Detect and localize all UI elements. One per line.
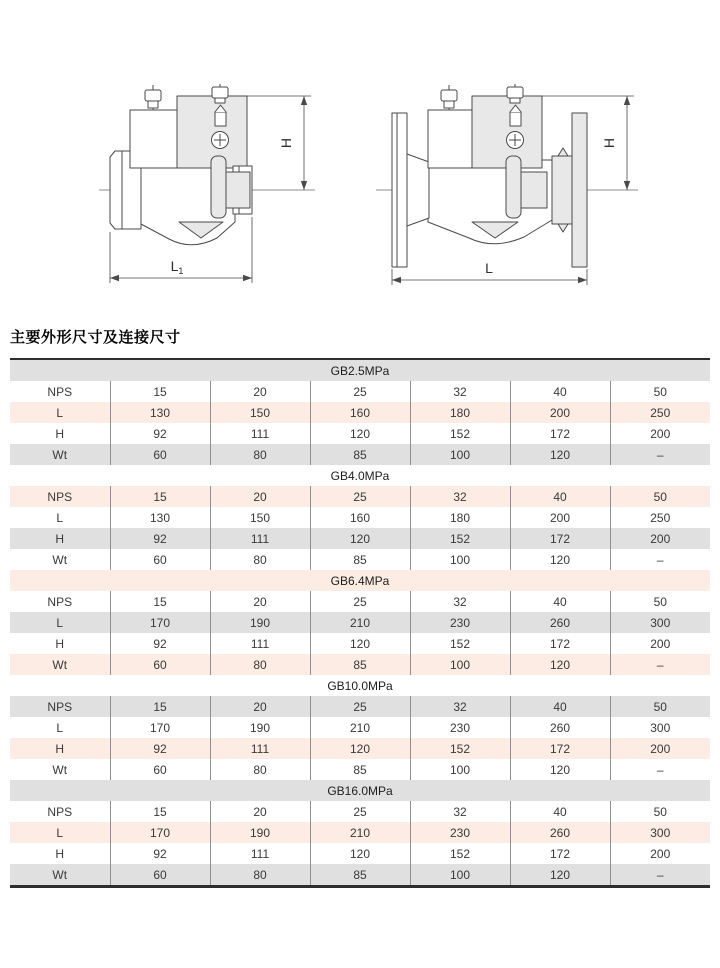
flange-right [572,113,587,267]
table-row [10,654,710,675]
table-cell: 210 [310,822,410,843]
table-cell: 152 [410,528,510,549]
table-cell: 15 [110,696,210,717]
table-cell: 200 [650,636,671,651]
table-cell: 40 [510,801,610,822]
table-cell: 50 [653,699,667,714]
table-cell: 20 [210,591,310,612]
table-cell: 111 [210,528,310,549]
section-header-row [10,780,710,801]
table-cell: 200 [510,402,610,423]
section-header-row [10,359,710,381]
table-row [10,444,710,465]
row-label: NPS [10,486,110,507]
valve-disc [506,156,521,218]
table-row [10,759,710,780]
table-cell: 260 [510,612,610,633]
valve-piston [521,172,547,208]
table-cell: 40 [510,591,610,612]
table-cell: 300 [650,825,671,840]
table-cell: 40 [510,486,610,507]
table-cell: 85 [310,864,410,887]
table-row [10,402,710,423]
table-cell: 20 [210,486,310,507]
table-cell: 260 [510,822,610,843]
table-cell: 111 [210,633,310,654]
table-row [10,486,710,507]
table-cell: 172 [510,423,610,444]
table-cell: 20 [210,696,310,717]
table-cell: 32 [410,696,510,717]
valve-drawing-flanged [372,80,672,295]
section-header: GB2.5MPa [330,363,390,378]
table-cell: 92 [110,423,210,444]
section-header: GB10.0MPa [327,678,393,693]
table-cell: 250 [650,405,671,420]
table-row [10,717,710,738]
table-cell: 100 [410,444,510,465]
row-label: L [10,612,110,633]
table-cell: – [656,552,664,567]
table-cell: 120 [510,654,610,675]
row-label: Wt [10,864,110,887]
table-cell: 80 [210,864,310,887]
dimensions-table [10,358,710,888]
table-cell: – [656,867,664,882]
table-cell: 230 [410,717,510,738]
table-cell: 120 [310,528,410,549]
table-cell: 85 [310,654,410,675]
table-cell: 80 [210,759,310,780]
table-cell: 111 [210,423,310,444]
row-label: L [10,717,110,738]
row-label: Wt [10,549,110,570]
table-cell: 32 [410,591,510,612]
section-header-row [10,675,710,696]
table-cell: 80 [210,444,310,465]
table-cell: 190 [210,717,310,738]
row-label: L [10,402,110,423]
table-cell: 60 [110,759,210,780]
table-cell: 80 [210,549,310,570]
table-cell: 40 [510,696,610,717]
table-cell: 15 [110,591,210,612]
valve-piston [226,172,250,208]
row-label: H [10,738,110,759]
dim-label-l: L [485,260,493,276]
stem [510,112,521,126]
table-cell: 130 [110,402,210,423]
table-row [10,528,710,549]
row-label: Wt [10,654,110,675]
table-cell: 152 [410,843,510,864]
table-cell: 92 [110,843,210,864]
table-cell: 190 [210,822,310,843]
table-cell: 15 [110,486,210,507]
table-cell: 85 [310,549,410,570]
table-cell: 230 [410,612,510,633]
table-cell: 111 [210,843,310,864]
table-row [10,381,710,402]
table-cell: 190 [210,612,310,633]
table-cell: 120 [310,633,410,654]
table-row [10,738,710,759]
table-cell: 120 [510,759,610,780]
row-label: NPS [10,696,110,717]
table-row [10,864,710,887]
table-row [10,549,710,570]
table-cell: 25 [310,801,410,822]
table-cell: 100 [410,759,510,780]
table-cell: 120 [510,549,610,570]
table-cell: 32 [410,486,510,507]
table-cell: 40 [510,381,610,402]
table-cell: 120 [510,444,610,465]
page-title: 主要外形尺寸及连接尺寸 [10,329,181,346]
table-cell: 172 [510,738,610,759]
table-row [10,801,710,822]
row-label: H [10,633,110,654]
row-label: L [10,507,110,528]
dim-label-l1: $L_1$ [170,258,184,276]
bonnet [130,110,177,168]
table-cell: 150 [210,507,310,528]
table-cell: 150 [210,402,310,423]
row-label: NPS [10,801,110,822]
table-cell: 111 [210,738,310,759]
table-cell: 170 [110,717,210,738]
section-header-row [10,465,710,486]
table-cell: 25 [310,381,410,402]
table-row [10,591,710,612]
table-cell: 152 [410,633,510,654]
table-cell: 100 [410,549,510,570]
table-cell: 25 [310,696,410,717]
table-cell: 200 [650,846,671,861]
valve-drawing-socket-weld [95,80,335,295]
table-cell: 300 [650,615,671,630]
table-cell: – [656,447,664,462]
table-cell: 50 [653,594,667,609]
row-label: Wt [10,444,110,465]
flange-left [392,113,407,267]
section-header: GB6.4MPa [330,573,390,588]
table-cell: 25 [310,486,410,507]
table-cell: 60 [110,549,210,570]
table-row [10,696,710,717]
table-row [10,423,710,444]
bonnet [428,110,472,168]
dim-label-h-right: H [601,137,617,149]
table-cell: 172 [510,633,610,654]
table-cell: 200 [650,531,671,546]
row-label: H [10,423,110,444]
table-cell: 152 [410,738,510,759]
table-cell: 210 [310,612,410,633]
row-label: H [10,528,110,549]
table-cell: 120 [310,738,410,759]
table-row [10,822,710,843]
table-cell: 180 [410,507,510,528]
table-cell: 50 [653,489,667,504]
table-row [10,507,710,528]
dimensions-table-body [10,359,710,887]
table-cell: 25 [310,591,410,612]
table-cell: 85 [310,444,410,465]
table-cell: 210 [310,717,410,738]
table-cell: 200 [650,741,671,756]
bonnet-section [472,96,542,168]
table-row [10,843,710,864]
section-header-row [10,570,710,591]
table-cell: 100 [410,864,510,887]
table-cell: 200 [510,507,610,528]
table-cell: 170 [110,612,210,633]
table-row [10,633,710,654]
table-cell: 100 [410,654,510,675]
table-row [10,612,710,633]
table-cell: 160 [310,507,410,528]
table-cell: 32 [410,381,510,402]
table-cell: 20 [210,801,310,822]
stem [215,112,226,126]
table-cell: 172 [510,528,610,549]
table-cell: – [656,762,664,777]
table-cell: 85 [310,759,410,780]
table-cell: – [656,657,664,672]
table-cell: 130 [110,507,210,528]
table-cell: 250 [650,510,671,525]
table-cell: 32 [410,801,510,822]
table-cell: 60 [110,864,210,887]
row-label: L [10,822,110,843]
table-cell: 260 [510,717,610,738]
table-cell: 15 [110,801,210,822]
section-header: GB16.0MPa [327,783,393,798]
bonnet-section [177,96,247,168]
table-cell: 230 [410,822,510,843]
row-label: NPS [10,381,110,402]
table-cell: 92 [110,633,210,654]
row-label: Wt [10,759,110,780]
table-cell: 160 [310,402,410,423]
table-cell: 50 [653,804,667,819]
table-cell: 120 [510,864,610,887]
table-cell: 180 [410,402,510,423]
table-cell: 60 [110,444,210,465]
table-cell: 172 [510,843,610,864]
valve-disc [211,156,226,218]
table-cell: 60 [110,654,210,675]
row-label: NPS [10,591,110,612]
table-cell: 50 [653,384,667,399]
table-cell: 200 [650,426,671,441]
row-label: H [10,843,110,864]
table-cell: 120 [310,843,410,864]
section-header: GB4.0MPa [330,468,390,483]
table-cell: 15 [110,381,210,402]
table-cell: 20 [210,381,310,402]
table-cell: 170 [110,822,210,843]
dim-label-h-left: H [278,137,294,149]
table-cell: 92 [110,738,210,759]
table-cell: 92 [110,528,210,549]
table-cell: 300 [650,720,671,735]
table-cell: 120 [310,423,410,444]
table-cell: 152 [410,423,510,444]
table-cell: 80 [210,654,310,675]
